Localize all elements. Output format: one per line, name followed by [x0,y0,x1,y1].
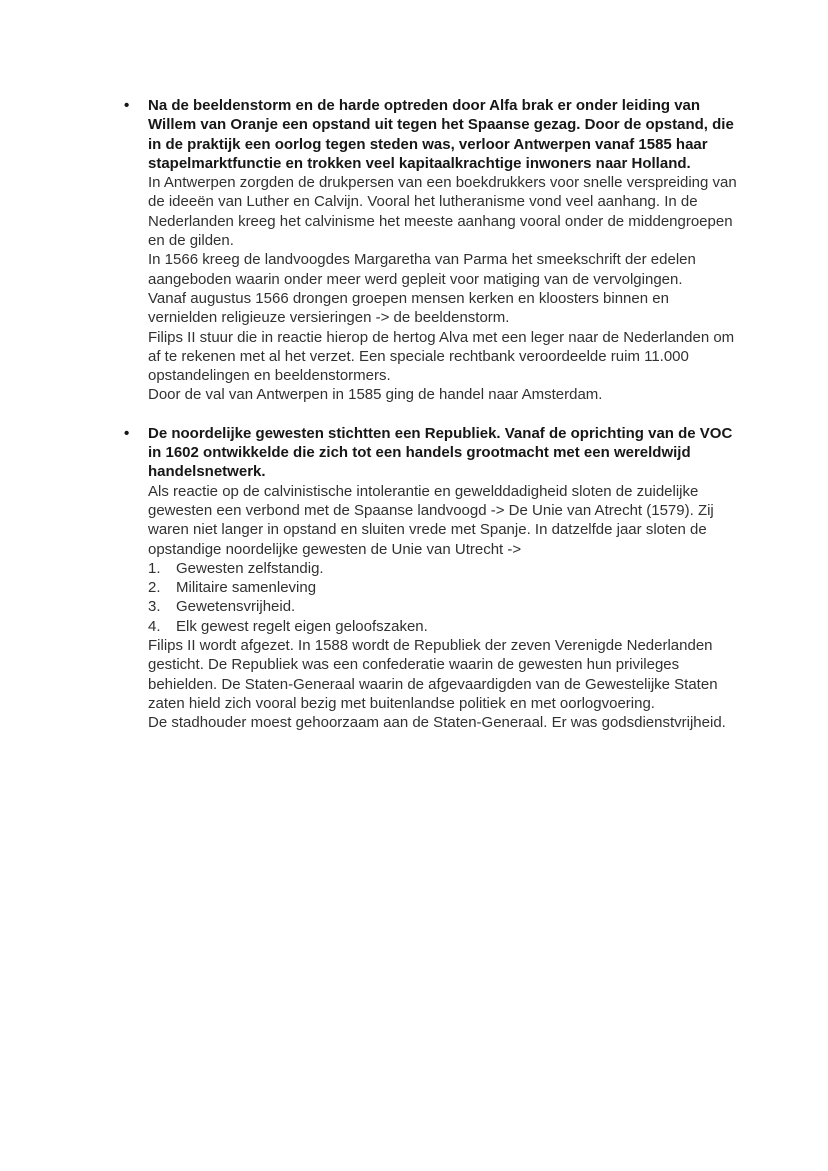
list-item-text: Gewesten zelfstandig. [176,559,324,577]
bullet-1-paragraph-2: In 1566 kreeg de landvoogdes Margaretha van Parma het smeekschrift der edelen aangeboden waarin onder meer werd gepleit voor matiging van de vervolgingen. [148,251,696,288]
document-content [124,96,740,752]
bullet-2-intro: Als reactie op de calvinistische intolerantie en gewelddadigheid sloten de zuidelijke gewesten een verbond met de Spaanse landvoogd -> De Unie van Atrecht (1579). Zij waren niet langer in opstand en sluiten vrede met Spanje. In datzelfde jaar sloten de opstandige noordelijke gewesten de Unie van Utrecht -> [148,482,714,558]
bullet-section-2 [124,424,740,733]
bullet-marker-icon: • [124,424,130,442]
list-item-text: Gewetensvrijheid. [176,598,296,616]
bullet-1-paragraph-4: Filips II stuur die in reactie hierop de hertog Alva met een leger naar de Nederlanden om af te rekenen met al het verzet. Een speciale rechtbank veroordeelde ruim 11.000 opstandelingen en beeldenstormers. [148,328,735,385]
bullet-1-heading: Na de beeldenstorm en de harde optreden door Alfa brak er onder leiding van Willem van Oranje een opstand uit tegen het Spaanse gezag. Door de opstand, die in de praktijk een oorlog tegen steden was, verloor Antwerpen vanaf 1585 haar stapelmarktfunctie en trokken veel kapitaalkrachtige inwoners naar Holland. [148,97,734,172]
numbered-list-item-2 [148,578,738,597]
numbered-list [148,559,738,636]
bullet-section-1-body [148,96,738,405]
list-number: 1. [148,559,161,577]
bullet-section-1 [124,96,740,405]
list-number: 4. [148,617,161,635]
bullet-2-paragraph-2: De stadhouder moest gehoorzaam aan de Staten-Generaal. Er was godsdienstvrijheid. [148,714,726,732]
numbered-list-item-4 [148,617,738,636]
numbered-list-item-1 [148,559,738,578]
numbered-list-item-3 [148,597,738,616]
bullet-marker-icon: • [124,97,130,114]
bullet-section-2-body [148,424,738,733]
list-number: 3. [148,598,161,616]
bullet-2-heading: De noordelijke gewesten stichtten een Republiek. Vanaf de oprichting van de VOC in 1602 ontwikkelde die zich tot een handels grootmacht met een wereldwijd handelsnetwerk. [148,424,733,481]
list-item-text: Militaire samenleving [176,579,317,597]
bullet-1-paragraph-1: In Antwerpen zorgden de drukpersen van een boekdrukkers voor snelle verspreiding van de ideeën van Luther en Calvijn. Vooral het lutheranisme vond veel aanhang. In de Nederlanden kreeg het calvinisme het meeste aanhang vooral onder de middengroepen en de gilden. [148,174,737,250]
bullet-1-paragraph-5: Door de val van Antwerpen in 1585 ging de handel naar Amsterdam. [148,386,603,404]
bullet-1-paragraph-3: Vanaf augustus 1566 drongen groepen mensen kerken en kloosters binnen en vernielden religieuze versieringen -> de beeldenstorm. [148,289,669,327]
list-number: 2. [148,579,161,597]
list-item-text: Elk gewest regelt eigen geloofszaken. [176,617,428,635]
bullet-2-paragraph-1: Filips II wordt afgezet. In 1588 wordt de Republiek der zeven Verenigde Nederlanden gesticht. De Republiek was een confederatie waarin de gewesten hun privileges behielden. De Staten-Generaal waarin de afgevaardigden van de Gewestelijke Staten zaten hield zich vooral bezig met buitenlandse politiek en met oorlogvoering. [148,637,718,712]
